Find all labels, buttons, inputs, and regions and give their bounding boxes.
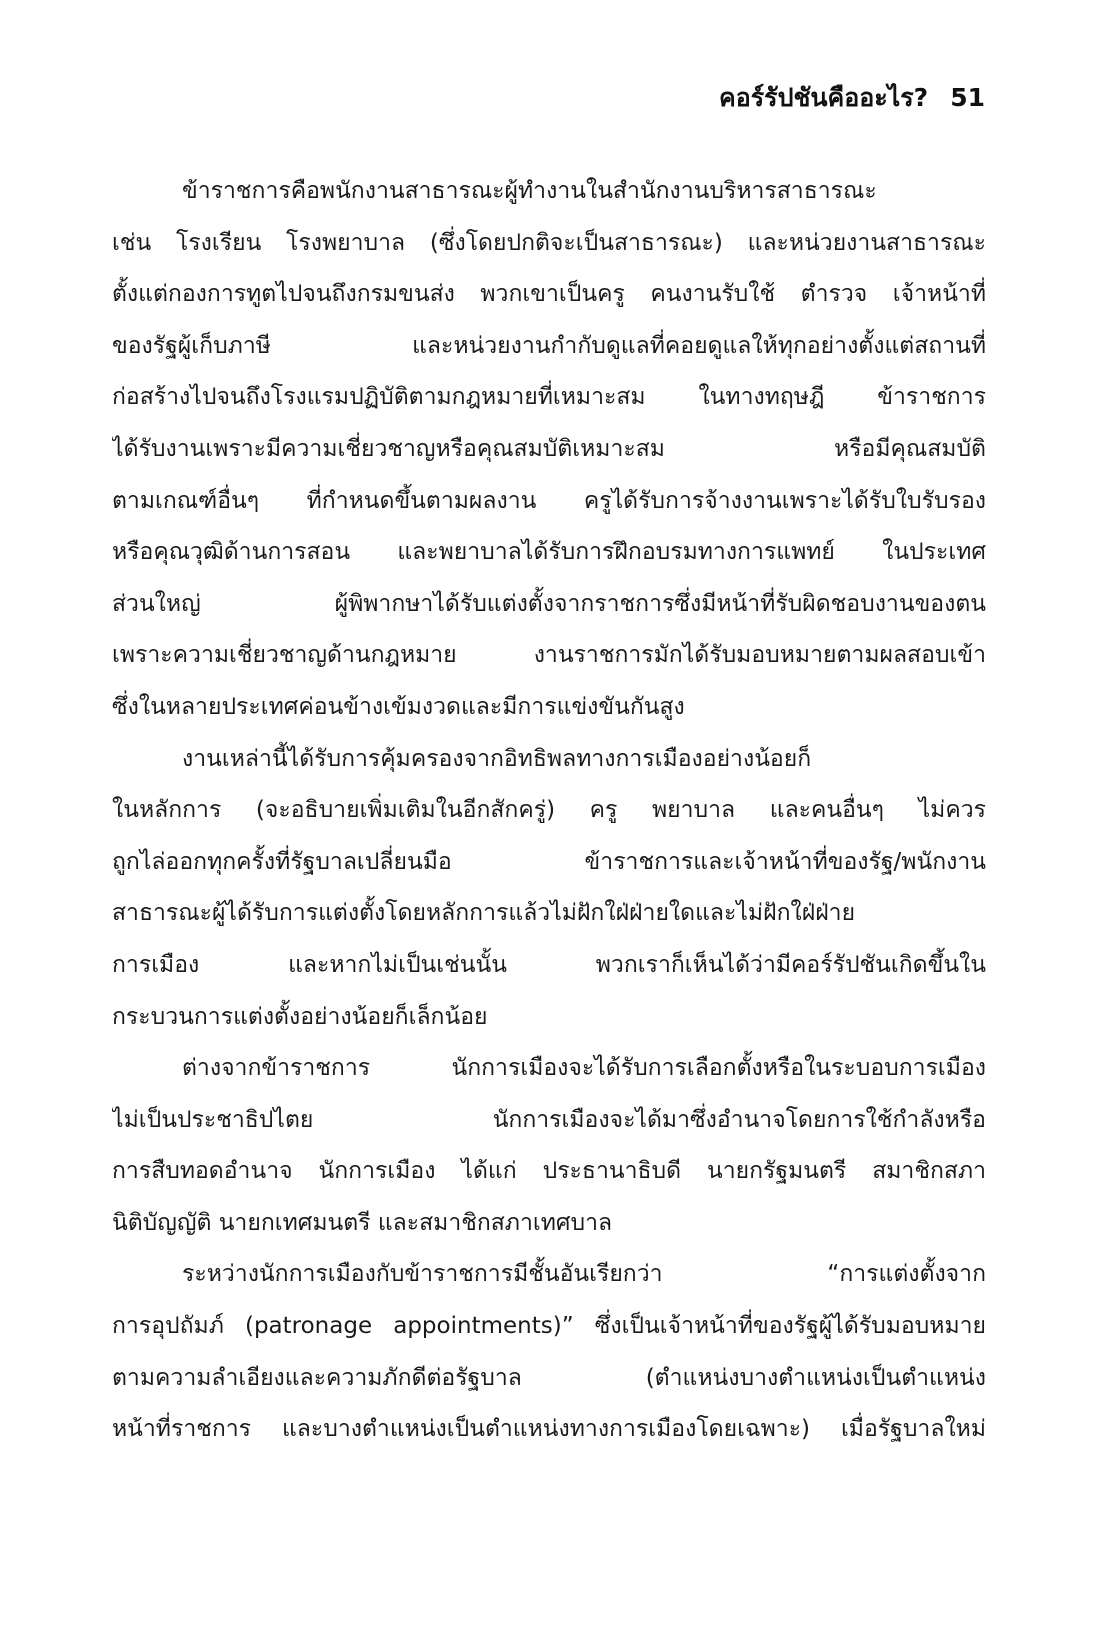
- text-line: กระบวนการแต่งตั้งอย่างน้อยก็เล็กน้อย: [112, 1003, 488, 1030]
- text-line: การเมือง และหากไม่เป็นเช่นนั้น พวกเราก็เห็นได้ว่ามีคอร์รัปชันเกิดขึ้นใน: [112, 951, 986, 978]
- page-number: 51: [950, 83, 985, 112]
- text-line: ซึ่งในหลายประเทศค่อนข้างเข้มงวดและมีการแข่งขันกันสูง: [112, 693, 685, 720]
- body-text: [112, 166, 986, 1456]
- text-line: การอุปถัมภ์ (patronage appointments)” ซึ่งเป็นเจ้าหน้าที่ของรัฐผู้ได้รับมอบหมาย: [112, 1313, 986, 1340]
- text-line: งานเหล่านี้ได้รับการคุ้มครองจากอิทธิพลทางการเมืองอย่างน้อยก็: [182, 745, 812, 772]
- running-header: [719, 78, 985, 118]
- text-line: นิติบัญญัติ นายกเทศมนตรี และสมาชิกสภาเทศบาล: [112, 1209, 613, 1236]
- text-line: ตั้งแต่กองการทูตไปจนถึงกรมขนส่ง พวกเขาเป็นครู คนงานรับใช้ ตำรวจ เจ้าหน้าที่: [112, 281, 986, 308]
- chapter-title: คอร์รัปชันคืออะไร?: [718, 83, 929, 112]
- text-line: ในหลักการ (จะอธิบายเพิ่มเติมในอีกสักครู่) ครู พยาบาล และคนอื่นๆ ไม่ควร: [112, 797, 986, 824]
- paragraph: [112, 1043, 986, 1249]
- paragraph: [112, 1249, 986, 1455]
- text-line: ได้รับงานเพราะมีความเชี่ยวชาญหรือคุณสมบัติเหมาะสม หรือมีคุณสมบัติ: [112, 435, 986, 462]
- text-line: ต่างจากข้าราชการ นักการเมืองจะได้รับการเลือกตั้งหรือในระบอบการเมือง: [182, 1055, 986, 1082]
- paragraph: [112, 166, 986, 734]
- text-line: หรือคุณวุฒิด้านการสอน และพยาบาลได้รับการฝึกอบรมทางการแพทย์ ในประเทศ: [112, 539, 986, 566]
- paragraph: [112, 734, 986, 1044]
- text-line: ตามความลำเอียงและความภักดีต่อรัฐบาล (ตำแหน่งบางตำแหน่งเป็นตำแหน่ง: [112, 1364, 986, 1391]
- text-line: ไม่เป็นประชาธิปไตย นักการเมืองจะได้มาซึ่งอำนาจโดยการใช้กำลังหรือ: [112, 1106, 986, 1133]
- text-line: ก่อสร้างไปจนถึงโรงแรมปฏิบัติตามกฎหมายที่เหมาะสม ในทางทฤษฎี ข้าราชการ: [112, 384, 986, 411]
- text-line: การสืบทอดอำนาจ นักการเมือง ได้แก่ ประธานาธิบดี นายกรัฐมนตรี สมาชิกสภา: [112, 1158, 986, 1185]
- text-line: ของรัฐผู้เก็บภาษี และหน่วยงานกำกับดูแลที่คอยดูแลให้ทุกอย่างตั้งแต่สถานที่: [112, 332, 986, 359]
- text-line: ข้าราชการคือพนักงานสาธารณะผู้ทำงานในสำนักงานบริหารสาธารณะ: [182, 178, 877, 204]
- text-line: ระหว่างนักการเมืองกับข้าราชการมีชั้นอันเรียกว่า “การแต่งตั้งจาก: [182, 1261, 986, 1288]
- text-line: สาธารณะผู้ได้รับการแต่งตั้งโดยหลักการแล้วไม่ฝักใฝ่ฝ่ายใดและไม่ฝักใฝ่ฝ่าย: [112, 900, 856, 927]
- text-line: ถูกไล่ออกทุกครั้งที่รัฐบาลเปลี่ยนมือ ข้าราชการและเจ้าหน้าที่ของรัฐ/พนักงาน: [112, 848, 986, 875]
- text-line: ตามเกณฑ์อื่นๆ ที่กำหนดขึ้นตามผลงาน ครูได้รับการจ้างงานเพราะได้รับใบรับรอง: [112, 487, 986, 514]
- text-line: เพราะความเชี่ยวชาญด้านกฎหมาย งานราชการมักได้รับมอบหมายตามผลสอบเข้า: [112, 642, 986, 669]
- text-line: หน้าที่ราชการ และบางตำแหน่งเป็นตำแหน่งทางการเมืองโดยเฉพาะ) เมื่อรัฐบาลใหม่: [112, 1416, 986, 1443]
- text-line: ส่วนใหญ่ ผู้พิพากษาได้รับแต่งตั้งจากราชการซึ่งมีหน้าที่รับผิดชอบงานของตน: [112, 590, 986, 617]
- text-line: เช่น โรงเรียน โรงพยาบาล (ซึ่งโดยปกติจะเป็นสาธารณะ) และหน่วยงานสาธารณะ: [112, 229, 986, 256]
